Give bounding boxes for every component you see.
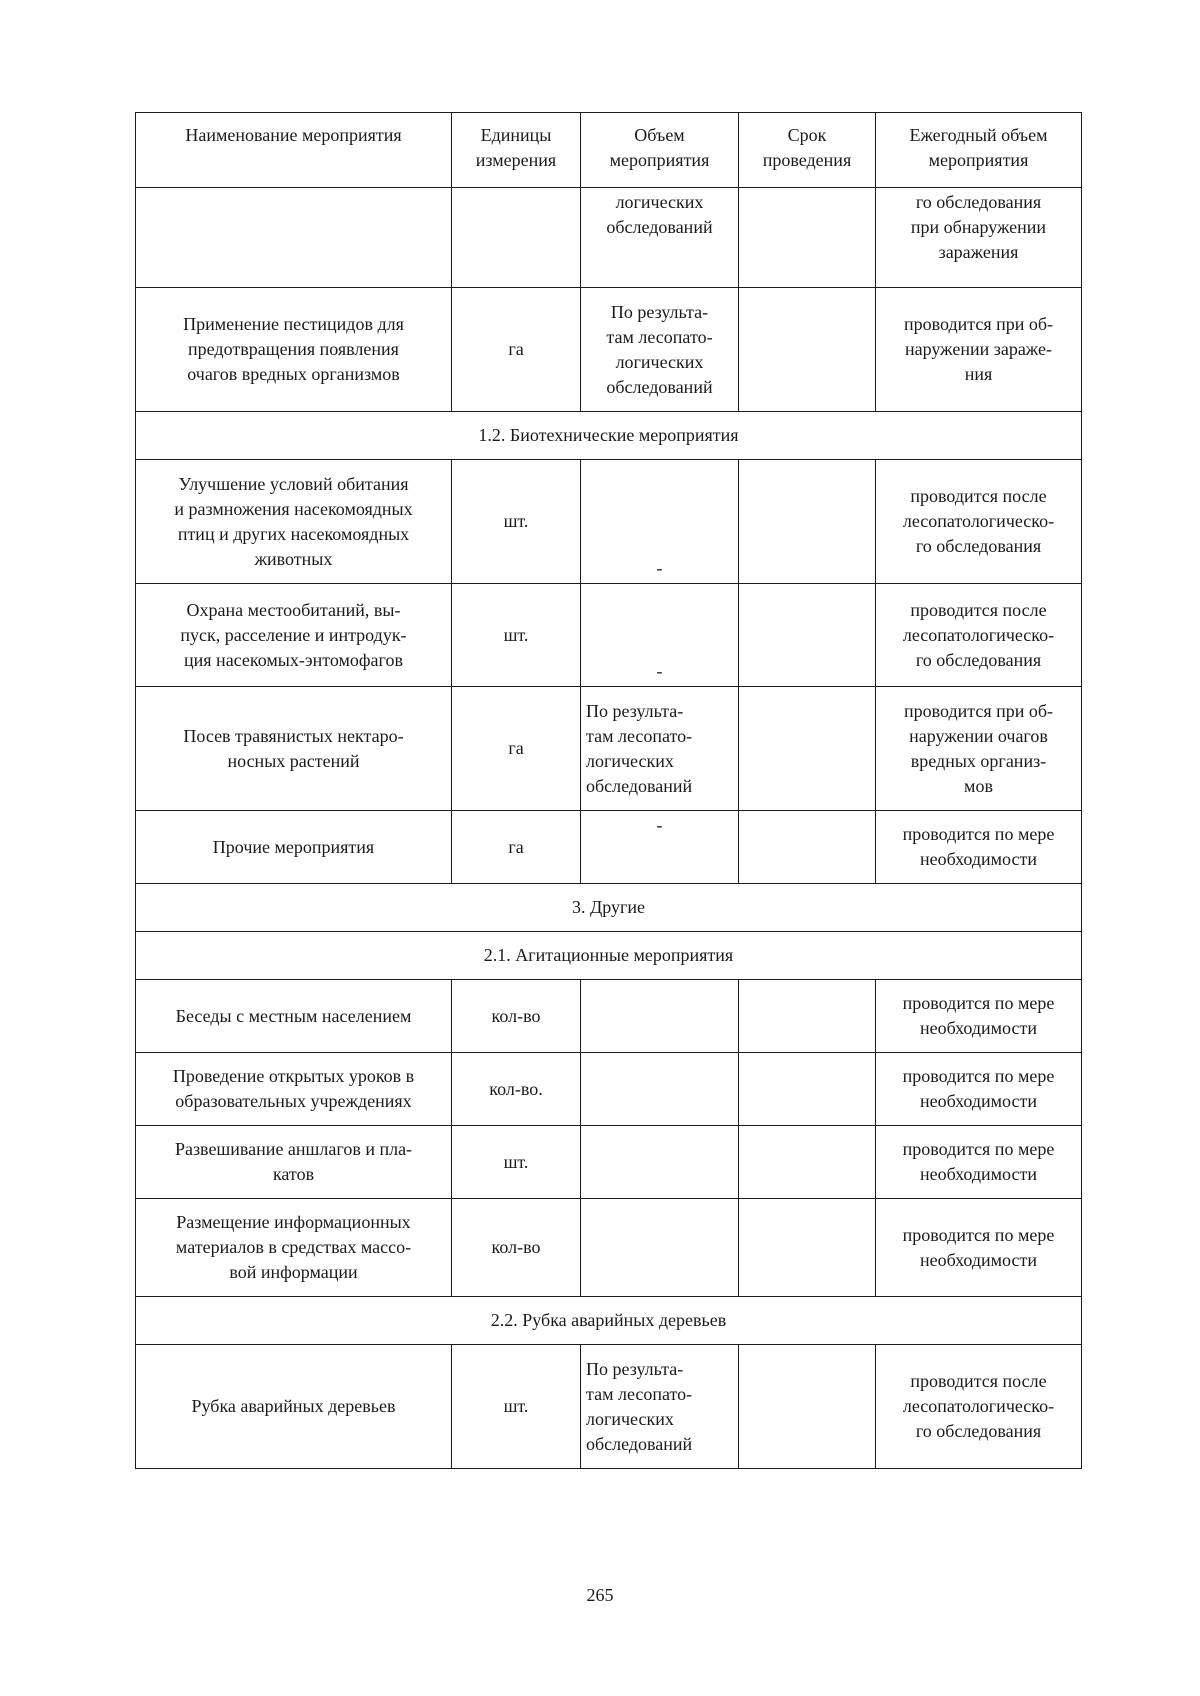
cell-volume: По результа- там лесопато- логических обследований — [581, 1345, 739, 1469]
cell-volume — [581, 1053, 739, 1126]
cell-timing — [739, 188, 876, 288]
table-row — [136, 980, 1082, 1053]
cell-units: кол-во. — [452, 1053, 581, 1126]
cell-units — [452, 188, 581, 288]
cell-timing — [739, 1345, 876, 1469]
cell-annual-volume: проводится после лесопатологическо- го обследования — [876, 460, 1082, 584]
cell-measure-name: Проведение открытых уроков в образовательных учреждениях — [136, 1053, 452, 1126]
header-annual-volume: Ежегодный объем мероприятия — [876, 113, 1082, 188]
cell-measure-name: Улучшение условий обитания и размножения насекомоядных птиц и других насекомоядных животных — [136, 460, 452, 584]
cell-measure-name: Беседы с местным населением — [136, 980, 452, 1053]
cell-volume — [581, 1199, 739, 1297]
table-row — [136, 460, 1082, 584]
cell-volume: логических обследований — [581, 188, 739, 288]
page-number: 265 — [586, 1585, 614, 1605]
cell-volume: - — [581, 811, 739, 884]
cell-units: шт. — [452, 584, 581, 687]
measures-table — [135, 112, 1082, 1469]
cell-annual-volume: проводится по мере необходимости — [876, 1126, 1082, 1199]
table-row — [136, 288, 1082, 412]
cell-measure-name: Охрана местообитаний, вы- пуск, расселение и интродук- ция насекомых-энтомофагов — [136, 584, 452, 687]
cell-units: кол-во — [452, 980, 581, 1053]
cell-timing — [739, 687, 876, 811]
cell-measure-name: Рубка аварийных деревьев — [136, 1345, 452, 1469]
header-timing: Срок проведения — [739, 113, 876, 188]
section-title: 2.2. Рубка аварийных деревьев — [136, 1297, 1082, 1345]
table-row — [136, 1199, 1082, 1297]
cell-timing — [739, 1199, 876, 1297]
cell-annual-volume: го обследования при обнаружении заражения — [876, 188, 1082, 288]
cell-measure-name: Развешивание аншлагов и пла- катов — [136, 1126, 452, 1199]
section-title: 3. Другие — [136, 884, 1082, 932]
cell-timing — [739, 980, 876, 1053]
cell-annual-volume: проводится при об- наружении очагов вредных организ- мов — [876, 687, 1082, 811]
section-title: 2.1. Агитационные мероприятия — [136, 932, 1082, 980]
table-row — [136, 188, 1082, 288]
cell-volume: По результа- там лесопато- логических обследований — [581, 288, 739, 412]
table-header-row — [136, 113, 1082, 188]
cell-measure-name: Размещение информационных материалов в средствах массо- вой информации — [136, 1199, 452, 1297]
cell-annual-volume: проводится при об- наружении зараже- ния — [876, 288, 1082, 412]
cell-timing — [739, 811, 876, 884]
cell-volume: - — [581, 584, 739, 687]
cell-volume — [581, 1126, 739, 1199]
header-measure-name: Наименование мероприятия — [136, 113, 452, 188]
cell-annual-volume: проводится после лесопатологическо- го обследования — [876, 1345, 1082, 1469]
cell-timing — [739, 1126, 876, 1199]
cell-units: га — [452, 811, 581, 884]
header-volume: Объем мероприятия — [581, 113, 739, 188]
table-row — [136, 1053, 1082, 1126]
cell-units: га — [452, 288, 581, 412]
cell-units: шт. — [452, 1345, 581, 1469]
cell-annual-volume: проводится по мере необходимости — [876, 980, 1082, 1053]
section-row — [136, 412, 1082, 460]
cell-measure-name: Посев травянистых нектаро- носных растений — [136, 687, 452, 811]
cell-volume: По результа- там лесопато- логических обследований — [581, 687, 739, 811]
cell-annual-volume: проводится после лесопатологическо- го обследования — [876, 584, 1082, 687]
cell-units: шт. — [452, 1126, 581, 1199]
cell-timing — [739, 1053, 876, 1126]
cell-annual-volume: проводится по мере необходимости — [876, 1199, 1082, 1297]
table-row — [136, 584, 1082, 687]
cell-units: га — [452, 687, 581, 811]
cell-measure-name — [136, 188, 452, 288]
section-row — [136, 1297, 1082, 1345]
table-body — [136, 188, 1082, 1469]
header-units: Единицы измерения — [452, 113, 581, 188]
cell-units: шт. — [452, 460, 581, 584]
table-row — [136, 1345, 1082, 1469]
cell-annual-volume: проводится по мере необходимости — [876, 811, 1082, 884]
table-row — [136, 1126, 1082, 1199]
cell-volume: - — [581, 460, 739, 584]
cell-annual-volume: проводится по мере необходимости — [876, 1053, 1082, 1126]
cell-timing — [739, 460, 876, 584]
cell-units: кол-во — [452, 1199, 581, 1297]
section-row — [136, 884, 1082, 932]
cell-measure-name: Прочие мероприятия — [136, 811, 452, 884]
cell-volume — [581, 980, 739, 1053]
section-title: 1.2. Биотехнические мероприятия — [136, 412, 1082, 460]
cell-timing — [739, 288, 876, 412]
table-row — [136, 687, 1082, 811]
section-row — [136, 932, 1082, 980]
cell-measure-name: Применение пестицидов для предотвращения появления очагов вредных организмов — [136, 288, 452, 412]
cell-timing — [739, 584, 876, 687]
table-row — [136, 811, 1082, 884]
